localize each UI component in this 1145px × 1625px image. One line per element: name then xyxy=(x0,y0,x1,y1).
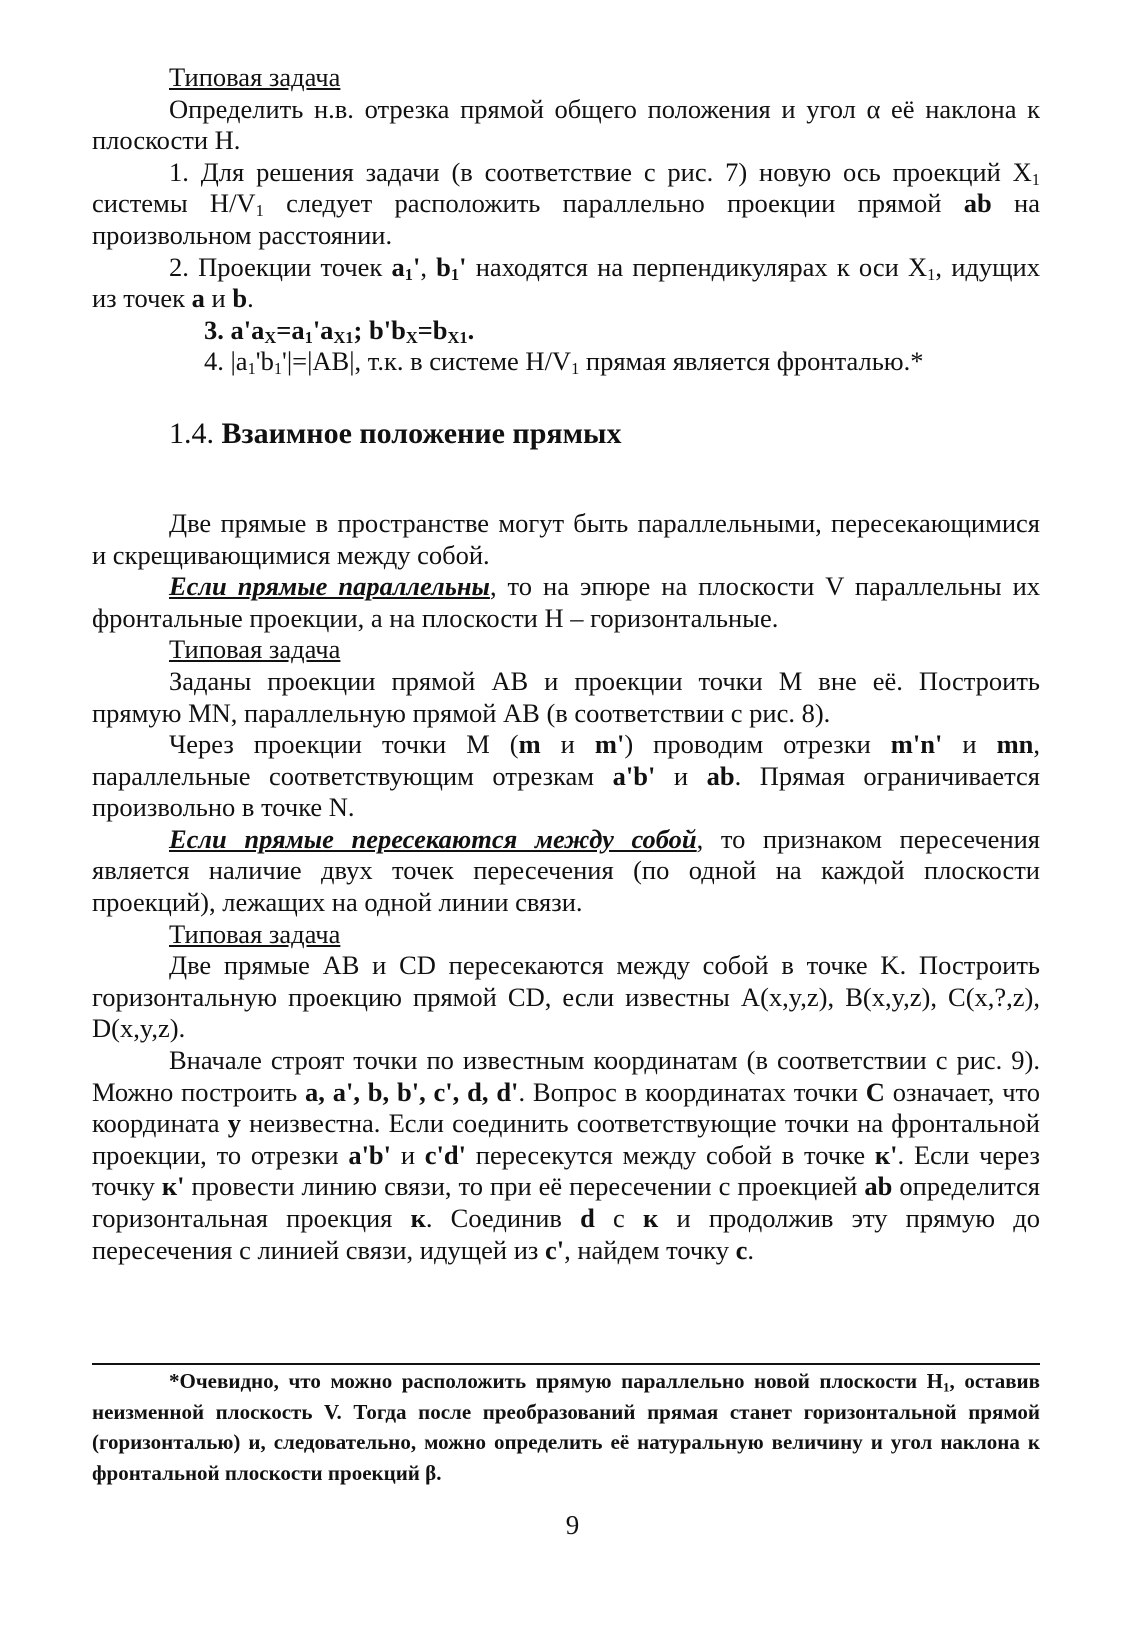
section-heading: 1.4. Взаимное положение прямых xyxy=(169,416,622,450)
typical-task-label-3: Типовая задача xyxy=(169,918,341,949)
step-4: 4. $|a_1'b_1'|=|AB|$, т.к. в системе $H/V_1$ прямая является фронталью.* xyxy=(204,346,924,379)
step-3: 3. $a'a_X=a_1'a_{X1}$; $b'b_X=b_{X1}$. xyxy=(204,314,475,347)
step-2: 2. Проекции точек $a_1'$, $b_1'$ находятся на перпендикулярах к оси $X_1$, идущих из точек a и b. xyxy=(92,251,1040,314)
paragraph-1: Две прямые в пространстве могут быть параллельными, пересекающимися и скрещивающимися между собой. xyxy=(92,507,1040,570)
typical-task-label-1: Типовая задача xyxy=(169,62,341,92)
task3-text: Две прямые AB и CD пересекаются между собой в точке K. Построить горизонтальную проекцию прямой CD, если известны A(x,y,z), B(x,y,z), C(x,?,z), D(x,y,z). xyxy=(92,950,1040,1044)
paragraph-3: Через проекции точки M (m и m') проводим отрезки m'n' и mn, параллельные соответствующим отрезкам a'b' и ab. Прямая ограничивается произвольно в точке N. xyxy=(92,729,1041,823)
typical-task-label-2: Типовая задача xyxy=(169,634,341,665)
footnote: *Очевидно, что можно расположить прямую параллельно новой плоскости $H_1$, оставив неизменной плоскость V. Тогда после преобразований прямая станет горизонтальной прямой (горизонталью) и, следовательно, можно определить её натуральную величину и угол наклона к фронтальной плоскости проекций β. xyxy=(92,1369,1040,1485)
step-1: 1. Для решения задачи (в соответствие с рис. 7) новую ось проекций $X_1$ системы $H/V_1$ следует расположить параллельно проекции прямой ab на произвольном расстоянии. xyxy=(92,156,1041,250)
paragraph-5: Вначале строят точки по известным координатам (в соответствии с рис. 9). Можно построить a, a', b, b', c', d, d'. Вопрос в координатах точки C означает, что координата y неизвестна. Если соединить соответствующие точки на фронтальной проекции, то отрезки a'b' и c'd' пересекутся между собой в точке к'. Если через точку к' провести линию связи, то при её пересечении с проекцией ab определится горизонтальная проекция к. Соединив d с к и продолжив эту прямую до пересечения с линией связи, идущей из с', найдем точку с. xyxy=(92,1045,1041,1265)
page-body xyxy=(92,62,1040,1266)
task2-text: Заданы проекции прямой AB и проекции точки M вне её. Построить прямую MN, параллельную прямой AB (в соответствии с рис. 8). xyxy=(92,665,1040,728)
task1-text: Определить н.в. отрезка прямой общего положения и угол α её наклона к плоскости H. xyxy=(92,93,1040,156)
paragraph-2: Если прямые параллельны, то на эпюре на плоскости V параллельны их фронтальные проекции, а на плоскости H – горизонтальные. xyxy=(92,571,1040,633)
page-number: 9 xyxy=(565,1510,580,1540)
paragraph-4: Если прямые пересекаются между собой, то признаком пересечения является наличие двух точек пересечения (по одной на каждой плоскости проекций), лежащих на одной линии связи. xyxy=(92,823,1040,918)
footnote-rule xyxy=(92,1363,1040,1365)
